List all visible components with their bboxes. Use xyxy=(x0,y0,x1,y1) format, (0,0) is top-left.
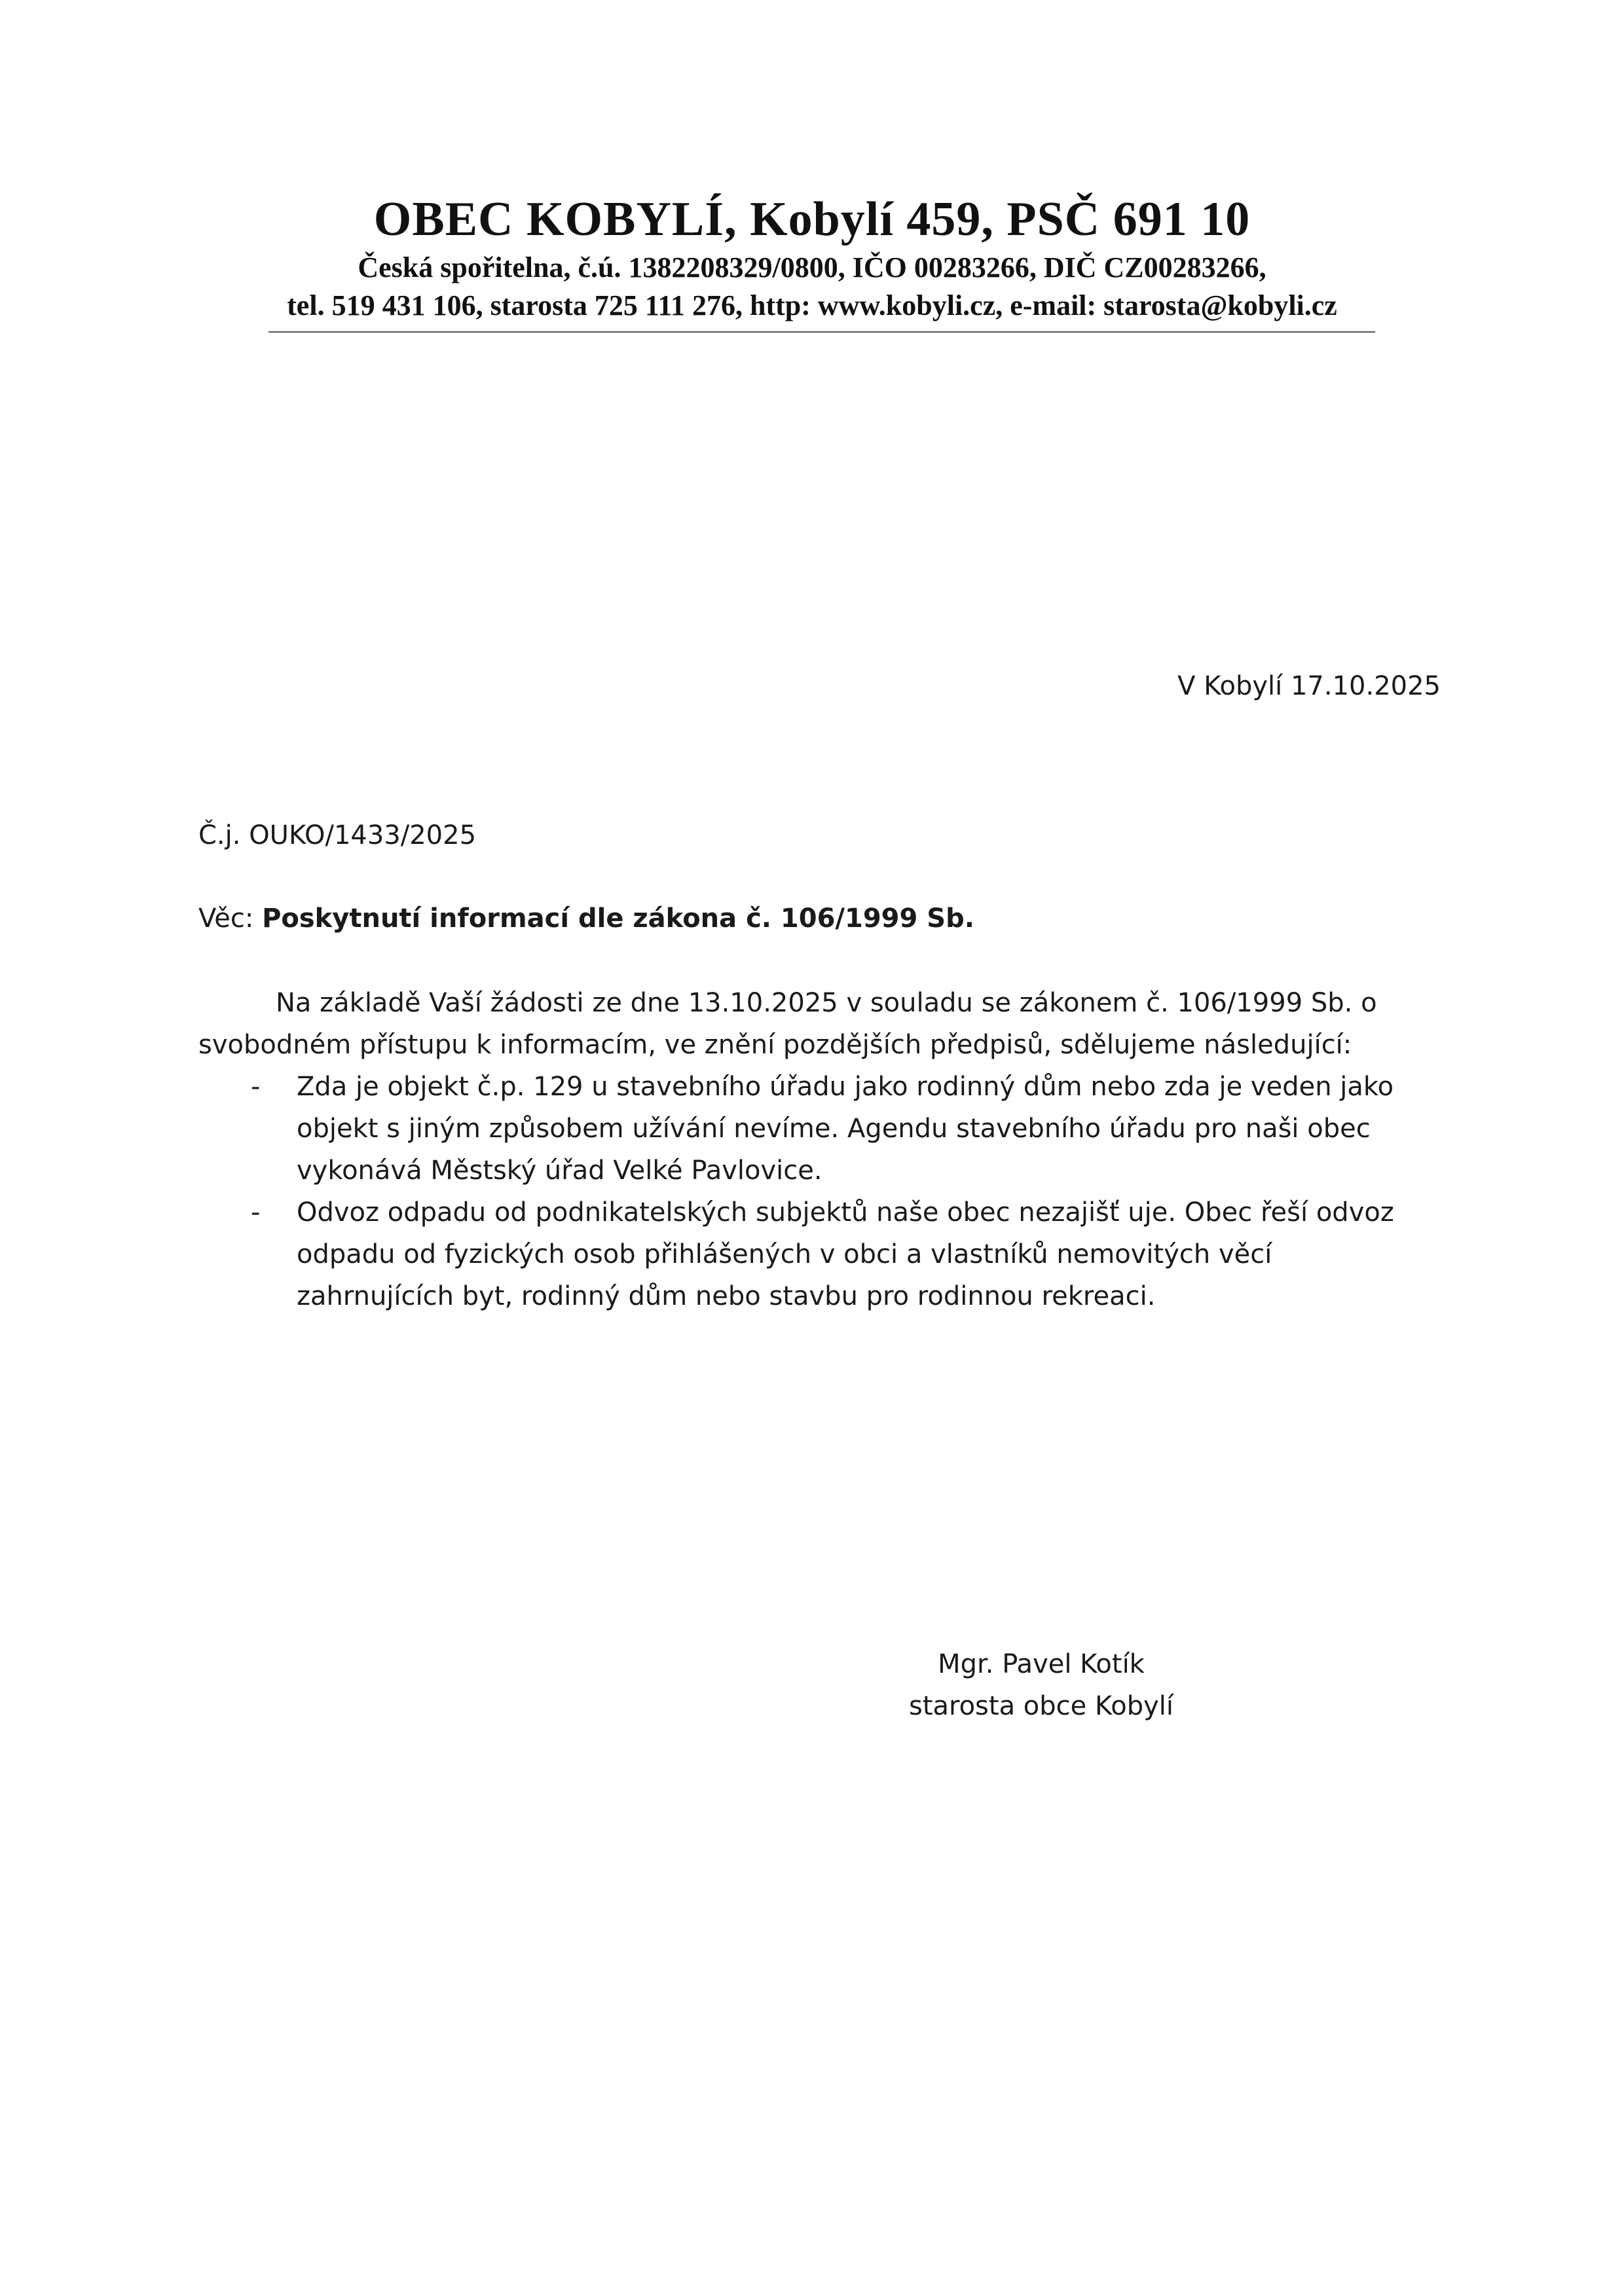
answer-list xyxy=(198,1066,1430,1317)
signature-block xyxy=(904,1643,1179,1727)
list-item xyxy=(198,1066,1430,1192)
letterhead-divider xyxy=(268,331,1375,333)
intro-paragraph: Na základě Vaší žádosti ze dne 13.10.2025 v souladu se zákonem č. 106/1999 Sb. o svobodném přístupu k informacím, ve znění pozdějších předpisů, sdělujeme následující: xyxy=(198,988,1377,1060)
letter-date: V Kobylí 17.10.2025 xyxy=(1177,671,1441,701)
letterhead-bank-line: Česká spořitelna, č.ú. 1382208329/0800, IČO 00283266, DIČ CZ00283266, xyxy=(358,251,1266,283)
list-marker: - xyxy=(251,1072,261,1102)
signatory-name: Mgr. Pavel Kotík xyxy=(938,1649,1145,1679)
subject-label: Věc: xyxy=(198,903,263,934)
letterhead-title: OBEC KOBYLÍ, Kobylí 459, PSČ 691 10 xyxy=(373,192,1251,246)
subject-line xyxy=(198,900,974,937)
list-item-text: Odvoz odpadu od podnikatelských subjektů naše obec nezajišť uje. Obec řeší odvoz odpadu od fyzických osob přihlášených v obci a vlastníků nemovitých věcí zahrnujících byt, rodinný dům nebo stavbu pro rodinnou rekreaci. xyxy=(297,1197,1394,1311)
reference-number: Č.j. OUKO/1433/2025 xyxy=(198,820,477,850)
list-item-text: Zda je objekt č.p. 129 u stavebního úřadu jako rodinný dům nebo zda je veden jako objekt s jiným způsobem užívání nevíme. Agendu stavebního úřadu pro naši obec vykonává Městský úřad Velké Pavlovice. xyxy=(297,1072,1394,1186)
signatory-role: starosta obce Kobylí xyxy=(908,1691,1173,1721)
list-item xyxy=(198,1192,1430,1317)
letterhead-contact-line: tel. 519 431 106, starosta 725 111 276, http: www.kobyli.cz, e-mail: starosta@kobyli.cz xyxy=(287,289,1337,321)
list-marker: - xyxy=(251,1197,261,1228)
subject-text: Poskytnutí informací dle zákona č. 106/1999 Sb. xyxy=(262,903,974,934)
letterhead xyxy=(249,190,1375,325)
